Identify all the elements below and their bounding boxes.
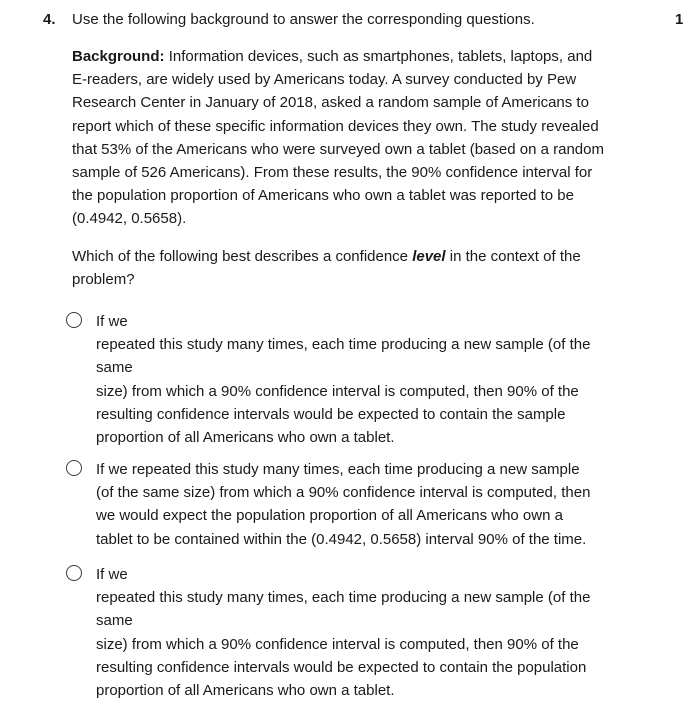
background-label: Background: <box>72 48 165 65</box>
answer-option-line: proportion of all Americans who own a tablet. <box>96 682 395 700</box>
background-text: Information devices, such as smartphones, tablets, laptops, and E-readers, are widely used by Americans today. A survey conducted by Pew Research Center in January of 2018, asked a random sample of Americans to report which of these specific information devices they own. The study revealed that 53% of the Americans who were surveyed own a tablet (based on a random sample of 526 Americans). From these results, the 90% confidence interval for the population proportion of Americans who own a tablet was reported to be (0.4942, 0.5658). <box>72 48 604 228</box>
answer-option-line: resulting confidence intervals would be expected to contain the sample <box>96 405 566 423</box>
question-text <box>72 245 607 291</box>
question-number: 4. <box>43 11 56 28</box>
answer-option-line: If we repeated this study many times, each time producing a new sample <box>96 461 580 478</box>
answer-option-line: repeated this study many times, each time producing a new sample (of the <box>96 589 591 607</box>
question-text-before: Which of the following best describes a confidence <box>72 248 413 265</box>
answer-option-line: resulting confidence intervals would be expected to contain the population <box>96 658 587 676</box>
radio-button-3[interactable] <box>66 565 82 581</box>
answer-option-line: If we <box>96 313 128 330</box>
answer-option-line: size) from which a 90% confidence interval is computed, then 90% of the <box>96 382 579 400</box>
background-paragraph <box>72 45 607 231</box>
answer-option-1-text <box>96 310 621 449</box>
question-prompt: Use the following background to answer the corresponding questions. <box>72 11 535 28</box>
radio-button-1[interactable] <box>66 312 82 328</box>
answer-option-line: same <box>96 612 133 630</box>
answer-option-2-text <box>96 458 621 551</box>
answer-option-line: proportion of all Americans who own a tablet. <box>96 429 395 447</box>
answer-option-line: size) from which a 90% confidence interval is computed, then 90% of the <box>96 635 579 653</box>
radio-button-2[interactable] <box>66 460 82 476</box>
answer-option-line: repeated this study many times, each time producing a new sample (of the <box>96 336 591 354</box>
answer-option-line: we would expect the population proportion of all Americans who own a <box>96 507 563 525</box>
question-emphasis: level <box>412 248 446 265</box>
question-text-after: in the context of the problem? <box>72 248 581 289</box>
points-label: 1 <box>675 11 684 28</box>
answer-option-line: (of the same size) from which a 90% confidence interval is computed, then <box>96 484 591 502</box>
answer-option-line: tablet to be contained within the (0.4942, 0.5658) interval 90% of the time. <box>96 530 587 548</box>
answer-option-line: If we <box>96 566 128 583</box>
answer-option-3-text <box>96 563 621 702</box>
answer-option-line: same <box>96 359 133 377</box>
